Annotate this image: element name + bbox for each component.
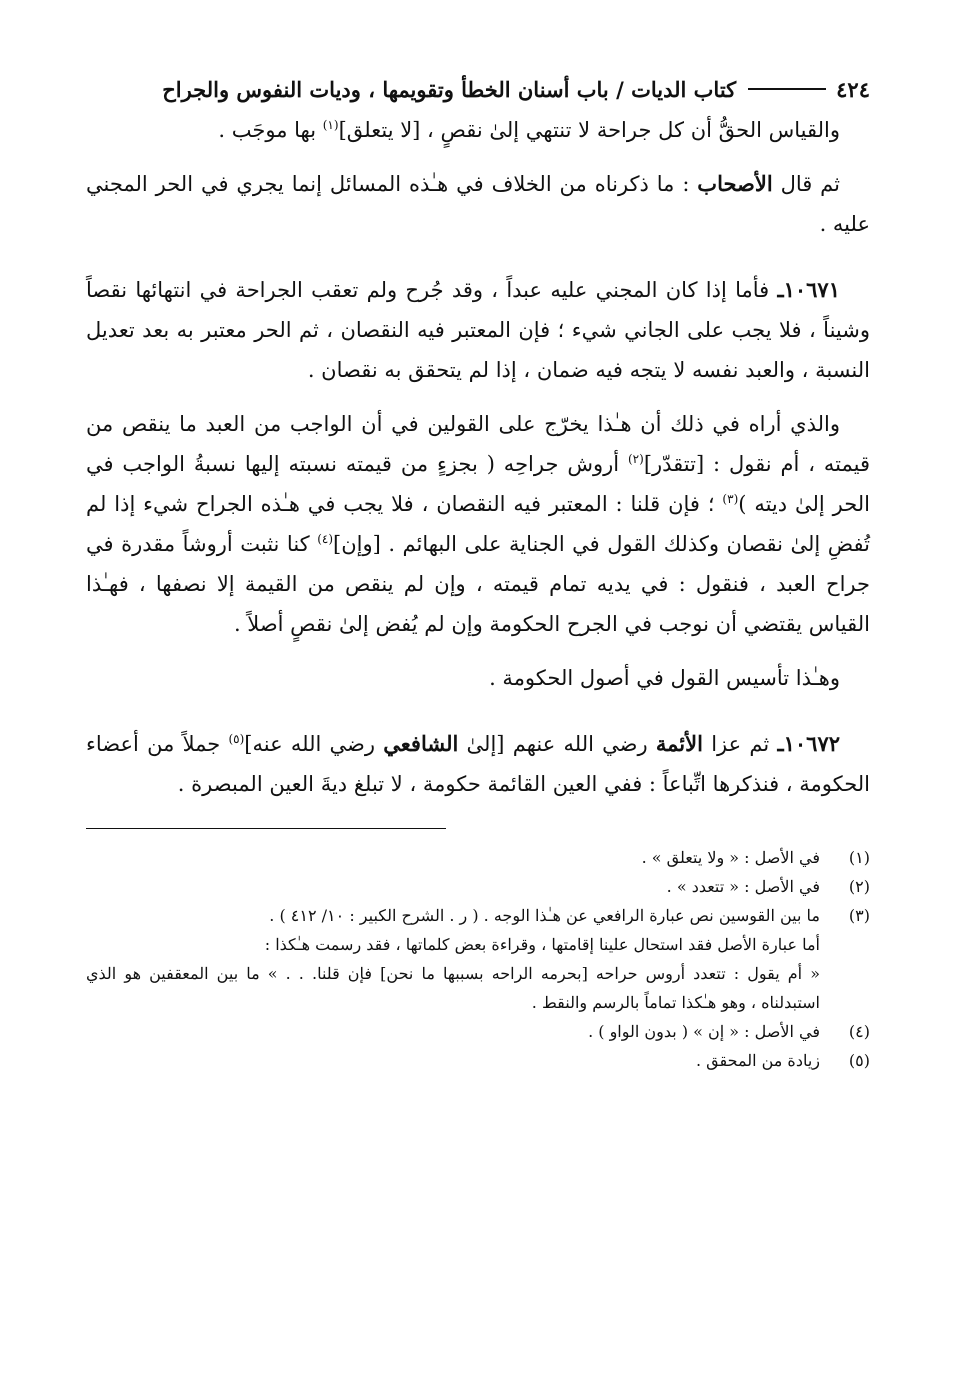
footnote-ref-2: (٢): [627, 452, 644, 466]
footnote-4: [86, 1017, 870, 1046]
p4-text-a: والذي أراه في ذلك أن هـٰذا يخرّج على القولين في أن الواجب من العبد ما ينقص من قيمته ، أم نقول : [تتقدّر]: [86, 412, 870, 476]
footnote-number: (١): [848, 848, 870, 867]
footnote-3-line-2: أما عبارة الأصل فقد استحال علينا إقامتها ، وقراءة بعض كلماتها ، فقد رسمت هـٰكذا :: [264, 935, 820, 954]
paragraph-2: [86, 164, 870, 244]
footnotes: [86, 843, 870, 1075]
paragraph-4: [86, 404, 870, 644]
footnote-number: (٢): [848, 877, 870, 896]
footnote-text: ما بين القوسين نص عبارة الرافعي عن هـٰذا الوجه . ( ر . الشرح الكبير : ١٠/ ٤١٢ ) .: [269, 906, 820, 925]
p6-bold-imams: الأئمة: [655, 731, 703, 756]
footnote-number: (٥): [848, 1051, 870, 1070]
header-rule: [748, 88, 826, 90]
footnote-3-line-3: « أم يقول : تتعدد أروس حراحه [بحرمه الراحه بسببها ما نحن] فإن قلنا. . . » ما بين المعقفين هو الذي استبدلناه ، وهو هـٰكذا تماماً بالرسم والنقط .: [86, 964, 820, 1012]
p1-text-b: بها موجَب .: [218, 118, 323, 142]
p2-text-b: : ما ذكرناه من الخلاف في هـٰذه المسائل إنما يجري في الحر المجني عليه .: [86, 172, 870, 236]
footnote-ref-5: (٥): [228, 732, 245, 746]
main-text: [86, 110, 870, 804]
footnote-number: (٤): [848, 1022, 870, 1041]
footnote-text: في الأصل : « تتعدد » .: [666, 877, 820, 896]
p6-text-a: ثم عزا: [702, 732, 778, 756]
footnote-ref-4: (٤): [317, 532, 334, 546]
footnote-text: في الأصل : « ولا يتعلق » .: [641, 848, 820, 867]
footnote-text: زيادة من المحقق .: [696, 1051, 820, 1070]
p4-text-b: أروش جراحِه ( بجزءٍ من قيمته نسبته إليها نسبةُ الواجب في الحر إلىٰ ديته ): [86, 452, 871, 516]
footnote-1: [86, 843, 870, 872]
p6-text-c: رضي الله عنه]: [244, 732, 384, 756]
paragraph-1: [86, 110, 870, 150]
paragraph-10671: [86, 270, 870, 390]
running-header: [86, 70, 870, 110]
p6-bold-shafii: الشافعي: [383, 731, 459, 756]
p3-text: فأما إذا كان المجني عليه عبداً ، وقد جُرح ولم تعقب الجراحة في انتهائها نقصاً وشيناً ، فلا يجب على الجاني شيء ؛ فإن المعتبر فيه النقصان ، ثم الحر معتبر به بعد تعديل النسبة ، والعبد نفسه لا يتجه فيه ضمان ، إذا لم يتحقق به نقصان .: [86, 278, 870, 382]
footnote-number: (٣): [848, 906, 870, 925]
footnote-separator: [86, 828, 446, 829]
footnote-3: [86, 901, 870, 930]
p6-text-d: جملاً من أعضاء الحكومة ، فنذكرها اتِّباعاً : ففي العين القائمة حكومة ، لا تبلغ ديةَ العين المبصرة .: [86, 732, 870, 796]
p1-text-a: والقياس الحقُّ أن كل جراحة لا تنتهي إلىٰ نقصٍ ، [لا يتعلق]: [338, 118, 840, 142]
issue-number-10672: ١٠٦٧٢ـ: [777, 731, 841, 756]
page-number: ٤٢٤: [836, 77, 870, 102]
footnote-2: [86, 872, 870, 901]
footnote-ref-1: (١): [322, 118, 339, 132]
p2-text-a: ثم قال: [772, 172, 840, 196]
paragraph-5: وهـٰذا تأسيس القول في أصول الحكومة .: [489, 666, 840, 690]
paragraph-10672: [86, 724, 870, 804]
p2-bold-term: الأصحاب: [697, 171, 773, 196]
p4-text-d: كنا نثبت أروشاً مقدرة في جراح العبد ، فنقول : في يديه تمام قيمته ، وإن لم ينقص من القيمة إلا نصفها ، فهـٰذا القياس يقتضي أن نوجب في الجرح الحكومة وإن لم يُفض إلىٰ نقصٍ أصلاً .: [86, 532, 870, 636]
footnote-5: [86, 1046, 870, 1075]
footnote-ref-3: (٣): [722, 492, 739, 506]
issue-number-10671: ١٠٦٧١ـ: [777, 277, 840, 302]
chapter-title: كتاب الديات / باب أسنان الخطأ وتقويمها ، وديات النفوس والجراح: [162, 77, 737, 102]
footnote-text: في الأصل : « إن » ( بدون الواو ) .: [588, 1022, 820, 1041]
book-page: [86, 70, 870, 1075]
p4-text-c: ؛ فإن قلنا : المعتبر فيه النقصان ، فلا يجب في هـٰذه الجراح شيء إذا لم تُفضِ إلىٰ نقصان وكذلك القول في الجناية على البهائم . [وإن]: [86, 492, 870, 556]
p6-text-b: رضي الله عنهم [إلىٰ: [458, 732, 656, 756]
